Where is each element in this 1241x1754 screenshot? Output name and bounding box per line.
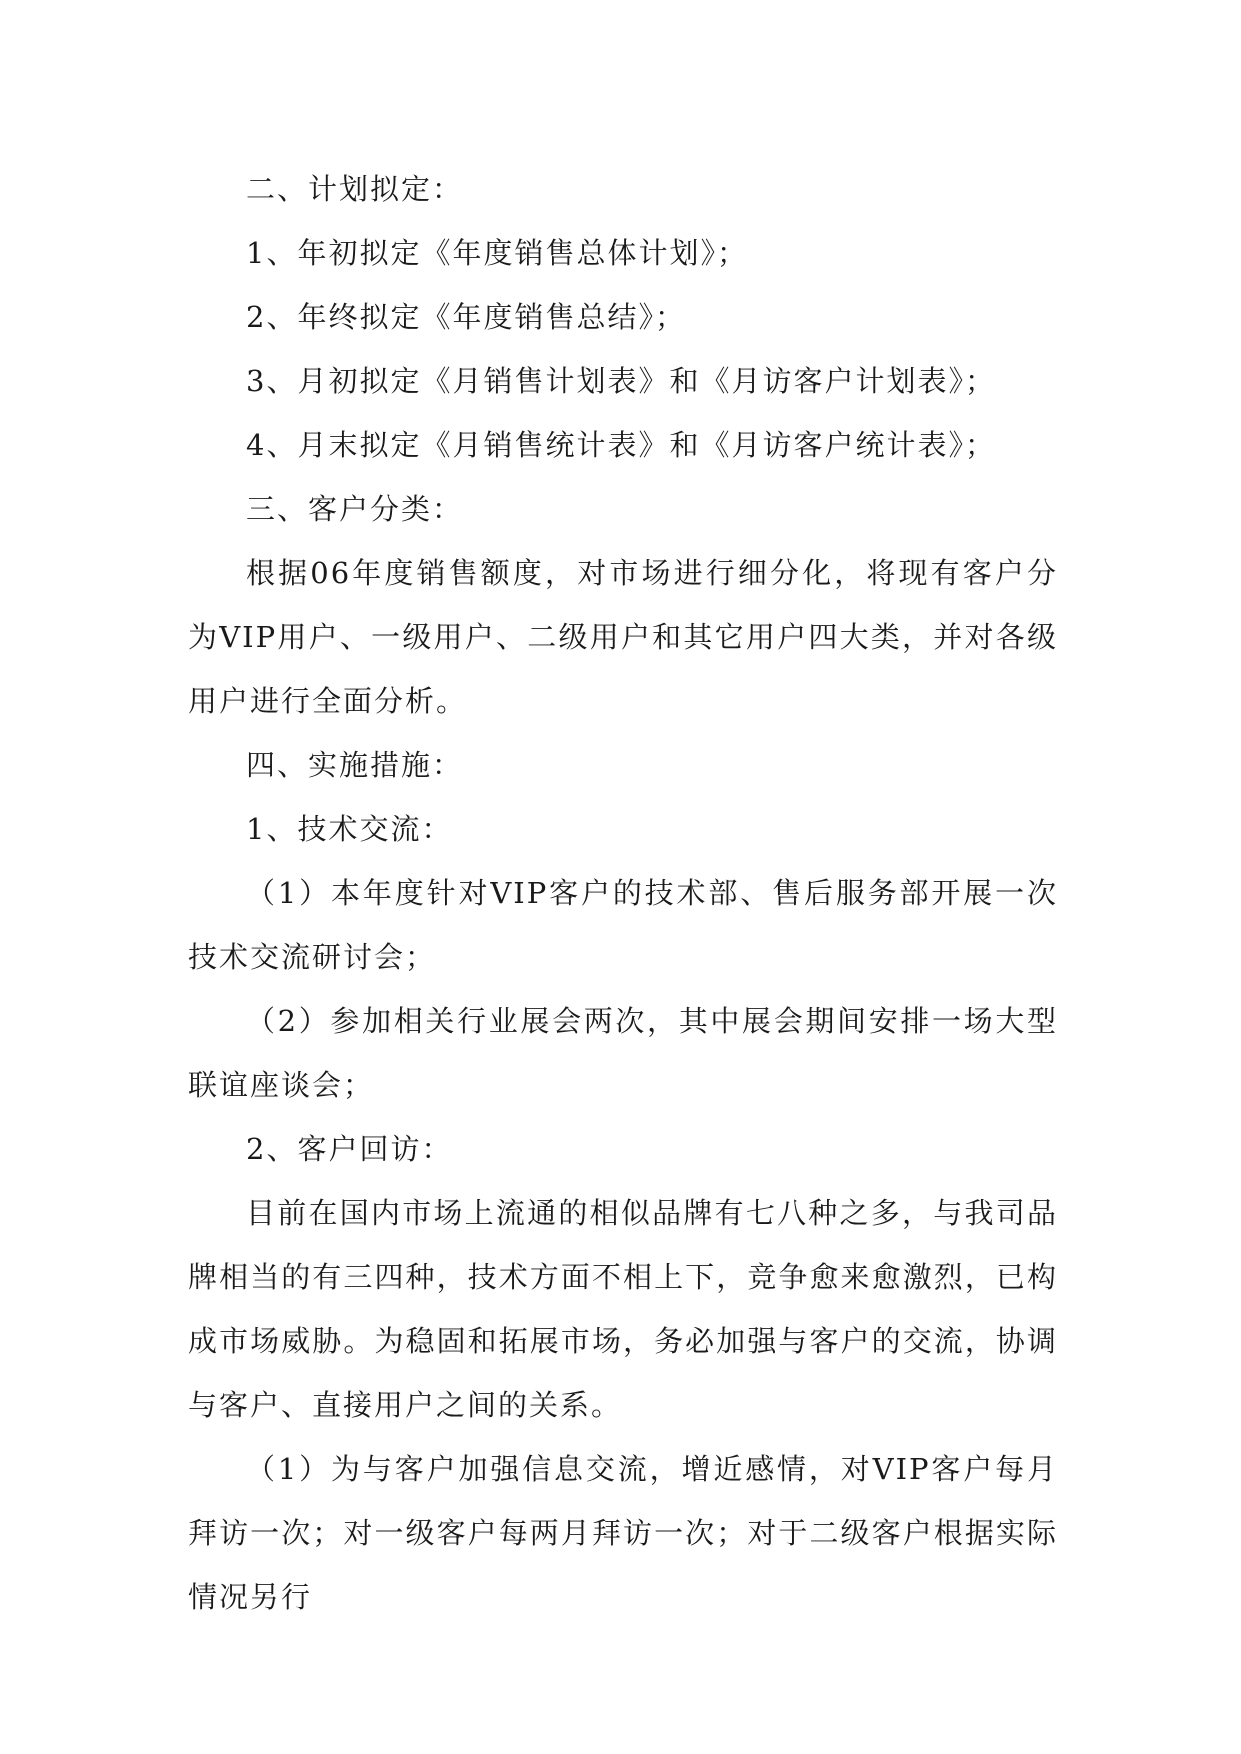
customer-visits-item-1: （1）为与客户加强信息交流，增近感情，对VIP客户每月拜访一次；对一级客户每两月拜访一次；对于二级客户根据实际情况另行	[188, 1452, 1058, 1614]
technical-exchange-item-1: （1）本年度针对VIP客户的技术部、售后服务部开展一次技术交流研讨会；	[188, 876, 1058, 974]
plan-item-1: 1、年初拟定《年度销售总体计划》；	[246, 236, 748, 270]
heading-measures: 四、实施措施：	[246, 748, 464, 782]
measure-technical-exchange: 1、技术交流：	[246, 812, 453, 846]
plan-item-2: 2、年终拟定《年度销售总结》；	[246, 300, 686, 334]
classification-paragraph: 根据06年度销售额度，对市场进行细分化，将现有客户分为VIP用户、一级用户、二级用户和其它用户四大类，并对各级用户进行全面分析。	[188, 556, 1058, 718]
plan-item-3: 3、月初拟定《月销售计划表》和《月访客户计划表》；	[246, 364, 996, 398]
customer-visits-paragraph: 目前在国内市场上流通的相似品牌有七八种之多，与我司品牌相当的有三四种，技术方面不相上下，竞争愈来愈激烈，已构成市场威胁。为稳固和拓展市场，务必加强与客户的交流，协调与客户、直接用户之间的关系。	[188, 1196, 1058, 1422]
plan-item-4: 4、月末拟定《月销售统计表》和《月访客户统计表》；	[246, 428, 996, 462]
document-body	[188, 157, 1058, 1629]
heading-customer-classification: 三、客户分类：	[246, 492, 464, 526]
measure-customer-visits: 2、客户回访：	[246, 1132, 453, 1166]
technical-exchange-item-2: （2）参加相关行业展会两次，其中展会期间安排一场大型联谊座谈会；	[188, 1004, 1058, 1102]
heading-plan: 二、计划拟定：	[246, 172, 464, 206]
